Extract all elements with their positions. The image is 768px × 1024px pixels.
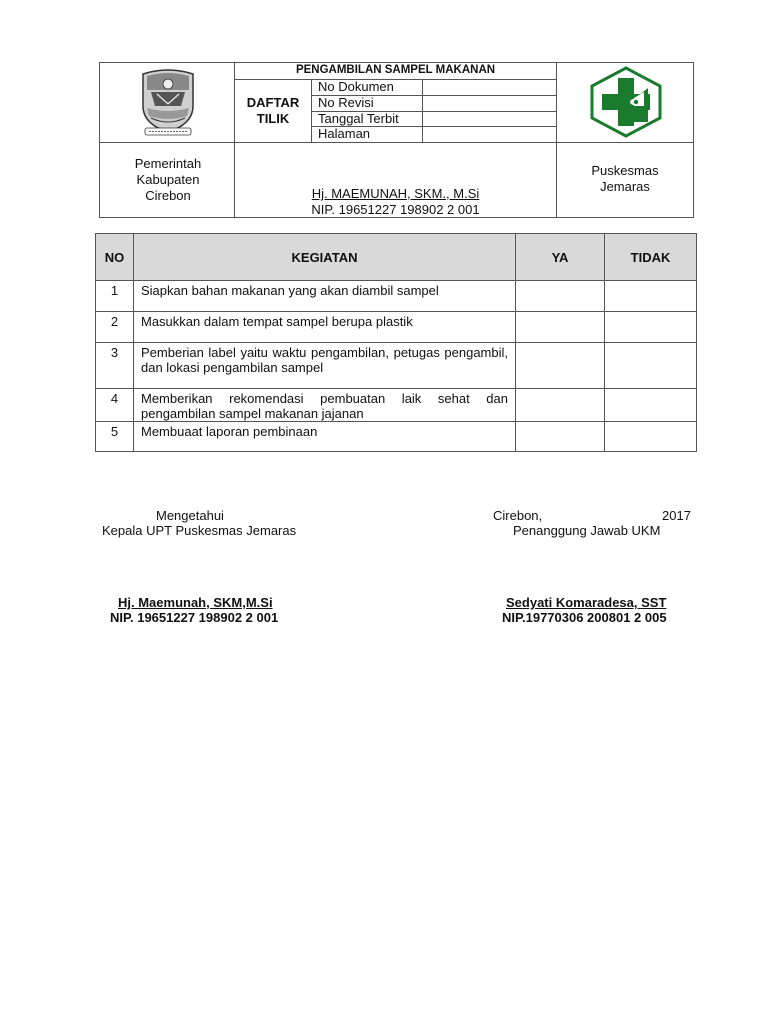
divider: [100, 142, 693, 143]
row-number: 2: [96, 312, 134, 343]
document-header: [99, 62, 694, 218]
right-organization-text: Puskesmas Jemaras: [591, 163, 659, 194]
no-checkbox-cell[interactable]: [605, 389, 697, 422]
yes-checkbox-cell[interactable]: [516, 389, 605, 422]
yes-checkbox-cell[interactable]: [516, 312, 605, 343]
right-organization: [566, 163, 684, 195]
table-row: [96, 343, 697, 389]
column-header-no-answer: TIDAK: [605, 234, 697, 281]
cirebon-emblem-logo: [137, 66, 199, 138]
header-signer-name: Hj. MAEMUNAH, SKM., M.Si: [311, 186, 480, 201]
document-title: PENGAMBILAN SAMPEL MAKANAN: [295, 64, 496, 76]
left-position-title: Kepala UPT Puskesmas Jemaras: [102, 523, 297, 538]
meta-label-revision: No Revisi: [318, 95, 374, 110]
row-number: 5: [96, 422, 134, 452]
table-row: [96, 312, 697, 343]
left-acknowledge-label: Mengetahui: [156, 508, 224, 523]
document-type: [235, 95, 311, 127]
row-activity: Memberikan rekomendasi pembuatan laik sehat dan pengambilan sampel makanan jajanan: [134, 389, 516, 422]
table-row: [96, 389, 697, 422]
divider: [234, 79, 556, 80]
document-type-text: DAFTAR TILIK: [246, 95, 300, 126]
row-activity: Pemberian label yaitu waktu pengambilan, petugas pengambil, dan lokasi pengambilan sampel: [134, 343, 516, 389]
no-checkbox-cell[interactable]: [605, 343, 697, 389]
row-activity: Masukkan dalam tempat sampel berupa plastik: [134, 312, 516, 343]
column-header-no: NO: [96, 234, 134, 281]
header-signer-nip: NIP. 19651227 198902 2 001: [311, 202, 480, 217]
meta-label-doc-number: No Dokumen: [318, 79, 394, 94]
row-number: 4: [96, 389, 134, 422]
table-row: [96, 281, 697, 312]
right-signer-name: Sedyati Komaradesa, SST: [506, 595, 667, 610]
checklist-table: [95, 233, 697, 452]
no-checkbox-cell[interactable]: [605, 281, 697, 312]
no-checkbox-cell[interactable]: [605, 312, 697, 343]
row-number: 1: [96, 281, 134, 312]
row-activity: Siapkan bahan makanan yang akan diambil sampel: [134, 281, 516, 312]
row-activity: Membuaat laporan pembinaan: [134, 422, 516, 452]
left-organization: [112, 156, 224, 204]
left-organization-text: Pemerintah Kabupaten Cirebon: [134, 156, 202, 203]
row-number: 3: [96, 343, 134, 389]
divider: [556, 63, 557, 218]
meta-label-page: Halaman: [318, 126, 371, 141]
right-signer-nip: NIP.19770306 200801 2 005: [502, 610, 667, 625]
column-header-activity: KEGIATAN: [134, 234, 516, 281]
puskesmas-logo: [586, 66, 666, 138]
table-row: [96, 422, 697, 452]
meta-label-issue-date: Tanggal Terbit: [318, 111, 399, 126]
yes-checkbox-cell[interactable]: [516, 422, 605, 452]
right-year-label: 2017: [662, 508, 691, 523]
table-header-row: [96, 234, 697, 281]
right-position-title: Penanggung Jawab UKM: [513, 523, 661, 538]
yes-checkbox-cell[interactable]: [516, 343, 605, 389]
right-place-label: Cirebon,: [493, 508, 543, 523]
left-signer-name: Hj. Maemunah, SKM,M.Si: [118, 595, 273, 610]
no-checkbox-cell[interactable]: [605, 422, 697, 452]
column-header-yes: YA: [516, 234, 605, 281]
yes-checkbox-cell[interactable]: [516, 281, 605, 312]
left-signer-nip: NIP. 19651227 198902 2 001: [110, 610, 279, 625]
